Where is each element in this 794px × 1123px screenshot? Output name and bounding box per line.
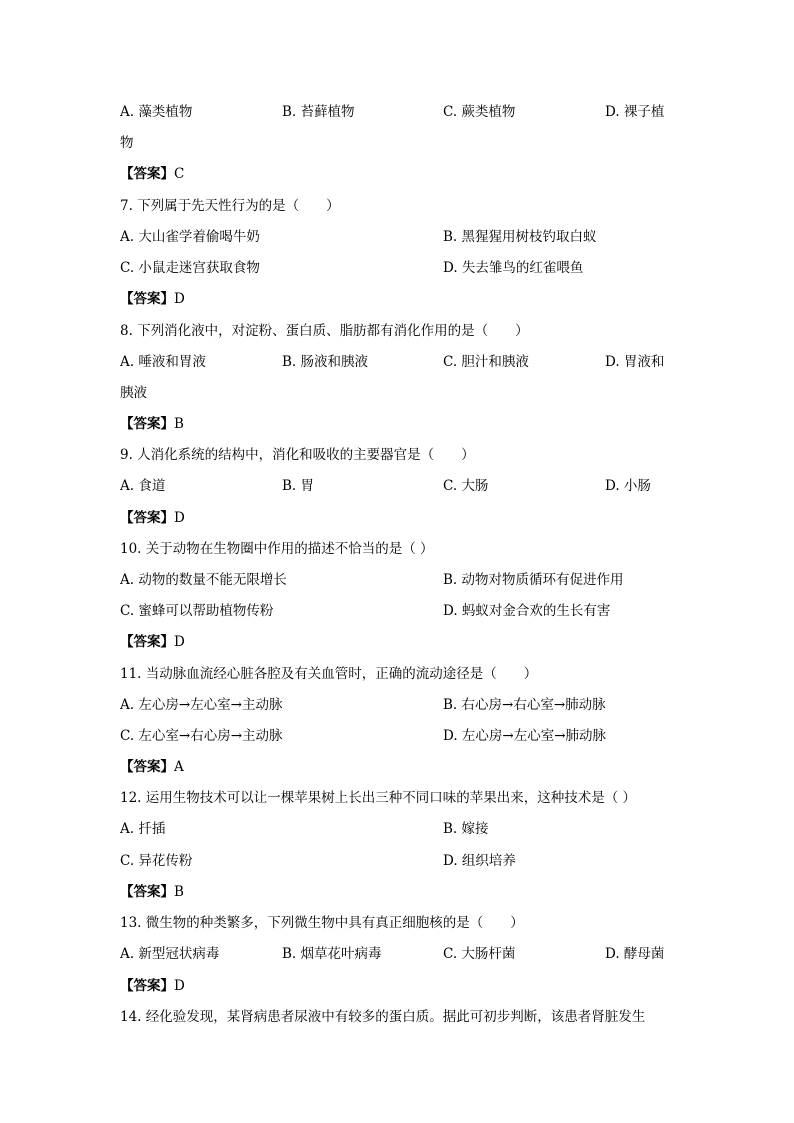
q10-option-c: C. 蜜蜂可以帮助植物传粉 (120, 603, 274, 619)
q8-option-a: A. 唾液和胃液 (120, 354, 206, 370)
q6-option-c: C. 蕨类植物 (443, 104, 516, 120)
answer-value: D (174, 634, 185, 650)
q6-option-b: B. 苔藓植物 (282, 104, 355, 120)
q9-option-d: D. 小肠 (605, 478, 651, 494)
q6-option-d: D. 裸子植 (605, 104, 665, 120)
q6-answer (120, 165, 184, 183)
q6-option-d-wrap: 物 (120, 135, 134, 151)
q11-answer (120, 758, 184, 776)
answer-label: 【答案】 (120, 291, 174, 307)
answer-label: 【答案】 (120, 416, 174, 432)
q8-stem: 8. 下列消化液中，对淀粉、蛋白质、脂肪都有消化作用的是（ ） (120, 323, 529, 339)
q7-option-b: B. 黑猩猩用树枝钓取白蚁 (443, 229, 597, 245)
q13-option-c: C. 大肠杆菌 (443, 946, 516, 962)
q7-stem: 7. 下列属于先天性行为的是（ ） (120, 198, 340, 214)
q11-option-d: D. 左心房→左心室→肺动脉 (443, 728, 607, 744)
q7-option-d: D. 失去雏鸟的红雀喂鱼 (443, 260, 584, 276)
q9-option-b: B. 胃 (282, 478, 315, 494)
answer-value: A (174, 759, 184, 775)
q13-option-d: D. 酵母菌 (605, 946, 665, 962)
q11-option-a: A. 左心房→左心室→主动脉 (120, 697, 283, 713)
q12-option-d: D. 组织培养 (443, 853, 516, 869)
q9-option-c: C. 大肠 (443, 478, 489, 494)
q8-option-d-wrap: 胰液 (120, 385, 147, 401)
q12-option-c: C. 异花传粉 (120, 853, 193, 869)
answer-value: D (174, 978, 185, 994)
q12-option-b: B. 嫁接 (443, 821, 489, 837)
q10-option-b: B. 动物对物质循环有促进作用 (443, 572, 624, 588)
q13-stem: 13. 微生物的种类繁多，下列微生物中具有真正细胞核的是（ ） (120, 915, 524, 931)
q11-option-c: C. 左心室→右心房→主动脉 (120, 728, 283, 744)
q13-option-a: A. 新型冠状病毒 (120, 946, 220, 962)
q12-stem: 12. 运用生物技术可以让一棵苹果树上长出三种不同口味的苹果出来，这种技术是（ ） (120, 790, 637, 806)
q7-answer (120, 290, 185, 308)
q13-answer (120, 977, 185, 995)
q7-option-c: C. 小鼠走迷宫获取食物 (120, 260, 260, 276)
q11-stem: 11. 当动脉血流经心脏各腔及有关血管时，正确的流动途径是（ ） (120, 666, 538, 682)
q9-option-a: A. 食道 (120, 478, 166, 494)
q10-stem: 10. 关于动物在生物圈中作用的描述不恰当的是（ ） (120, 541, 434, 557)
q7-option-a: A. 大山雀学着偷喝牛奶 (120, 229, 260, 245)
answer-label: 【答案】 (120, 510, 174, 526)
q8-option-c: C. 胆汁和胰液 (443, 354, 529, 370)
q8-option-d: D. 胃液和 (605, 354, 665, 370)
answer-label: 【答案】 (120, 978, 174, 994)
answer-value: D (174, 510, 185, 526)
answer-label: 【答案】 (120, 759, 174, 775)
q11-option-b: B. 右心房→右心室→肺动脉 (443, 697, 606, 713)
q8-answer (120, 415, 184, 433)
answer-value: B (174, 416, 184, 432)
q12-option-a: A. 扦插 (120, 821, 166, 837)
q9-answer (120, 509, 185, 527)
q8-option-b: B. 肠液和胰液 (282, 354, 369, 370)
answer-label: 【答案】 (120, 634, 174, 650)
q9-stem: 9. 人消化系统的结构中，消化和吸收的主要器官是（ ） (120, 447, 475, 463)
answer-value: C (174, 166, 185, 182)
q13-option-b: B. 烟草花叶病毒 (282, 946, 382, 962)
q6-option-a: A. 藻类植物 (120, 104, 193, 120)
answer-value: B (174, 884, 184, 900)
answer-label: 【答案】 (120, 166, 174, 182)
answer-value: D (174, 291, 185, 307)
q14-stem: 14. 经化验发现，某肾病患者尿液中有较多的蛋白质。据此可初步判断，该患者肾脏发生 (120, 1009, 646, 1025)
q10-answer (120, 633, 185, 651)
answer-label: 【答案】 (120, 884, 174, 900)
q10-option-a: A. 动物的数量不能无限增长 (120, 572, 287, 588)
q10-option-d: D. 蚂蚁对金合欢的生长有害 (443, 603, 611, 619)
q12-answer (120, 883, 184, 901)
